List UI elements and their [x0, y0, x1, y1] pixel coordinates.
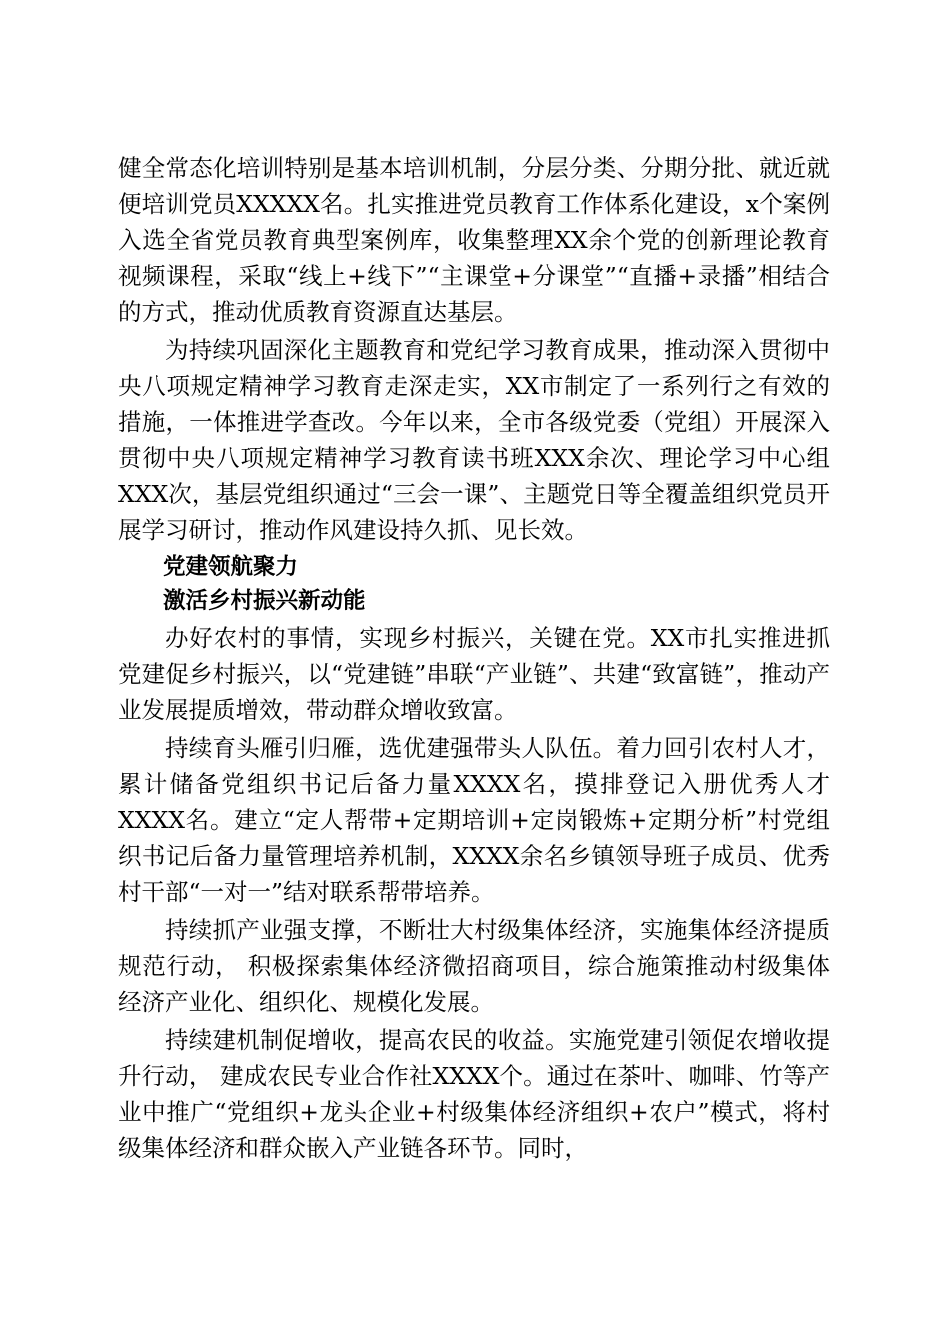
section-heading-line1: 党建领航聚力	[163, 554, 299, 580]
paragraph: 持续建机制促增收，提高农民的收益。实施党建引领促农增收提升行动， 建成农民专业合作社XXXX个。通过在茶叶、咖啡、竹等产业中推广“党组织+龙头企业+村级集体经济组织+农户”模式，将村级集体经济和群众嵌入产业链各环节。同时，	[118, 1026, 830, 1162]
paragraph: 办好农村的事情，实现乡村振兴，关键在党。XX市扎实推进抓党建促乡村振兴，以“党建链”串联“产业链”、共建“致富链”，推动产业发展提质增效，带动群众增收致富。	[118, 624, 830, 724]
section-heading-line2: 激活乡村振兴新动能	[163, 588, 366, 614]
paragraph: 持续育头雁引归雁，选优建强带头人队伍。着力回引农村人才，累计储备党组织书记后备力量XXXX名，摸排登记入册优秀人才XXXX名。建立“定人帮带+定期培训+定岗锻炼+定期分析”村党组织书记后备力量管理培养机制，XXXX余名乡镇领导班子成员、优秀村干部“一对一”结对联系帮带培养。	[118, 734, 830, 906]
paragraph: 持续抓产业强支撑，不断壮大村级集体经济，实施集体经济提质规范行动， 积极探索集体经济微招商项目，综合施策推动村级集体经济产业化、组织化、规模化发展。	[118, 916, 830, 1016]
paragraph-continued: 健全常态化培训特别是基本培训机制，分层分类、分期分批、就近就便培训党员XXXXX名。扎实推进党员教育工作体系化建设，x个案例入选全省党员教育典型案例库，收集整理XX余个党的创新理论教育视频课程，采取“线上+线下”“主课堂+分课堂”“直播+录播”相结合的方式，推动优质教育资源直达基层。	[118, 154, 830, 326]
document-page	[118, 150, 830, 1168]
paragraph: 为持续巩固深化主题教育和党纪学习教育成果，推动深入贯彻中央八项规定精神学习教育走深走实，XX市制定了一系列行之有效的措施，一体推进学查改。今年以来，全市各级党委（党组）开展深入贯彻中央八项规定精神学习教育读书班XXX余次、理论学习中心组XXX次，基层党组织通过“三会一课”、主题党日等全覆盖组织党员开展学习研讨，推动作风建设持久抓、见长效。	[118, 336, 830, 544]
